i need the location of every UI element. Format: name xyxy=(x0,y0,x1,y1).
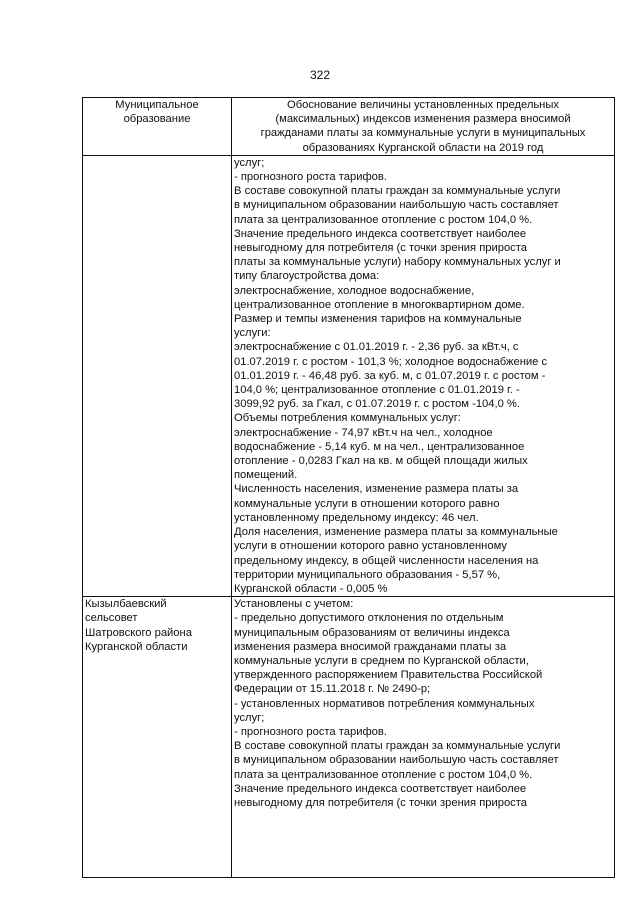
text-line: 01.01.2019 г. - 46,48 руб. за куб. м, с 01.07.2019 г. с ростом - xyxy=(234,369,546,382)
text-line: услуги в отношении которого равно установленному xyxy=(234,540,507,553)
text-line: в муниципальном образовании наибольшую часть составляет xyxy=(234,754,559,767)
text-line: территории муниципального образования - 5,57 %, xyxy=(234,568,501,581)
text-line: сельсовет xyxy=(85,612,138,625)
text-line: Курганской области - 0,005 % xyxy=(234,582,388,595)
header-line: образование xyxy=(123,113,191,126)
text-line: Курганской области xyxy=(85,640,188,653)
text-line: 104,0 %; централизованное отопление с 01.01.2019 г. - xyxy=(234,384,520,397)
text-line: услуг; xyxy=(234,711,265,724)
text-line: Установлены с учетом: xyxy=(234,598,354,611)
header-municipality xyxy=(83,98,232,156)
text-line: Кызылбаевский xyxy=(85,598,167,611)
header-line: (максимальных) индексов изменения размера вносимой xyxy=(275,113,571,126)
text-line: Численность населения, изменение размера платы за xyxy=(234,483,519,496)
text-line: - предельно допустимого отклонения по отдельным xyxy=(234,612,504,625)
text-line: - установленных нормативов потребления коммунальных xyxy=(234,697,535,710)
text-line: типу благоустройства дома: xyxy=(234,270,380,283)
text-line: 3099,92 руб. за Гкал, с 01.07.2019 г. с ростом -104,0 %. xyxy=(234,398,520,411)
text-line: централизованное отопление в многоквартирном доме. xyxy=(234,298,525,311)
text-line: муниципальным образованиям от величины индекса xyxy=(234,626,510,639)
municipality-cell xyxy=(83,155,232,596)
municipality-cell xyxy=(83,597,232,878)
text-line: платы за коммунальные услуги) набору коммунальных услуг и xyxy=(234,256,561,269)
text-line: невыгодному для потребителя (с точки зрения прироста xyxy=(234,242,527,255)
text-line: в муниципальном образовании наибольшую часть составляет xyxy=(234,199,559,212)
text-line: - прогнозного роста тарифов. xyxy=(234,725,387,738)
header-justification xyxy=(232,98,615,156)
text-line: услуг; xyxy=(234,156,265,169)
text-line: Размер и темпы изменения тарифов на коммунальные xyxy=(234,313,522,326)
text-line: В составе совокупной платы граждан за коммунальные услуги xyxy=(234,185,561,198)
table-header-row xyxy=(83,98,615,156)
header-line: Муниципальное xyxy=(115,99,199,111)
text-line: водоснабжение - 5,14 куб. м на чел., централизованное xyxy=(234,440,525,453)
text-line: утвержденного распоряжением Правительства Российской xyxy=(234,669,543,682)
text-line: услуги: xyxy=(234,327,271,340)
header-line: Обоснование величины установленных предельных xyxy=(287,99,559,111)
text-line: невыгодному для потребителя (с точки зрения прироста xyxy=(234,796,527,809)
table-row xyxy=(83,155,615,596)
page-number: 322 xyxy=(309,68,331,82)
text-line: электроснабжение, холодное водоснабжение, xyxy=(234,284,475,297)
text-line: - прогнозного роста тарифов. xyxy=(234,171,387,184)
text-line: Федерации от 15.11.2018 г. № 2490-р; xyxy=(234,683,431,696)
justification-cell xyxy=(232,597,615,878)
header-line: гражданами платы за коммунальные услуги в муниципальных xyxy=(260,127,586,140)
text-line: 01.07.2019 г. с ростом - 101,3 %; холодное водоснабжение с xyxy=(234,355,548,368)
text-line: плата за централизованное отопление с ростом 104,0 %. xyxy=(234,768,533,781)
text-line: изменения размера вносимой гражданами платы за xyxy=(234,640,507,653)
text-line: В составе совокупной платы граждан за коммунальные услуги xyxy=(234,740,561,753)
text-line: Значение предельного индекса соответствует наиболее xyxy=(234,782,527,795)
text-line: Доля населения, изменение размера платы за коммунальные xyxy=(234,526,558,539)
text-line: Объемы потребления коммунальных услуг: xyxy=(234,412,461,425)
justification-cell xyxy=(232,155,615,596)
text-line: коммунальные услуги в среднем по Курганской области, xyxy=(234,654,529,667)
text-line: предельному индексу, в общей численности населения на xyxy=(234,554,539,567)
tariff-index-table xyxy=(82,97,615,878)
text-line: помещений. xyxy=(234,469,298,482)
text-line: коммунальные услуги в отношении которого равно xyxy=(234,497,500,510)
table-row xyxy=(83,597,615,878)
text-line: электроснабжение - 74,97 кВт.ч на чел., холодное xyxy=(234,426,493,439)
text-line: установленному предельному индексу: 46 чел. xyxy=(234,511,479,524)
text-line: плата за централизованное отопление с ростом 104,0 %. xyxy=(234,213,533,226)
text-line: Значение предельного индекса соответствует наиболее xyxy=(234,227,527,240)
header-line: образованиях Курганской области на 2019 год xyxy=(302,141,544,154)
text-line: Шатровского района xyxy=(85,626,192,639)
text-line: отопление - 0,0283 Гкал на кв. м общей площади жилых xyxy=(234,455,528,468)
text-line: электроснабжение с 01.01.2019 г. - 2,36 руб. за кВт.ч, с xyxy=(234,341,519,354)
